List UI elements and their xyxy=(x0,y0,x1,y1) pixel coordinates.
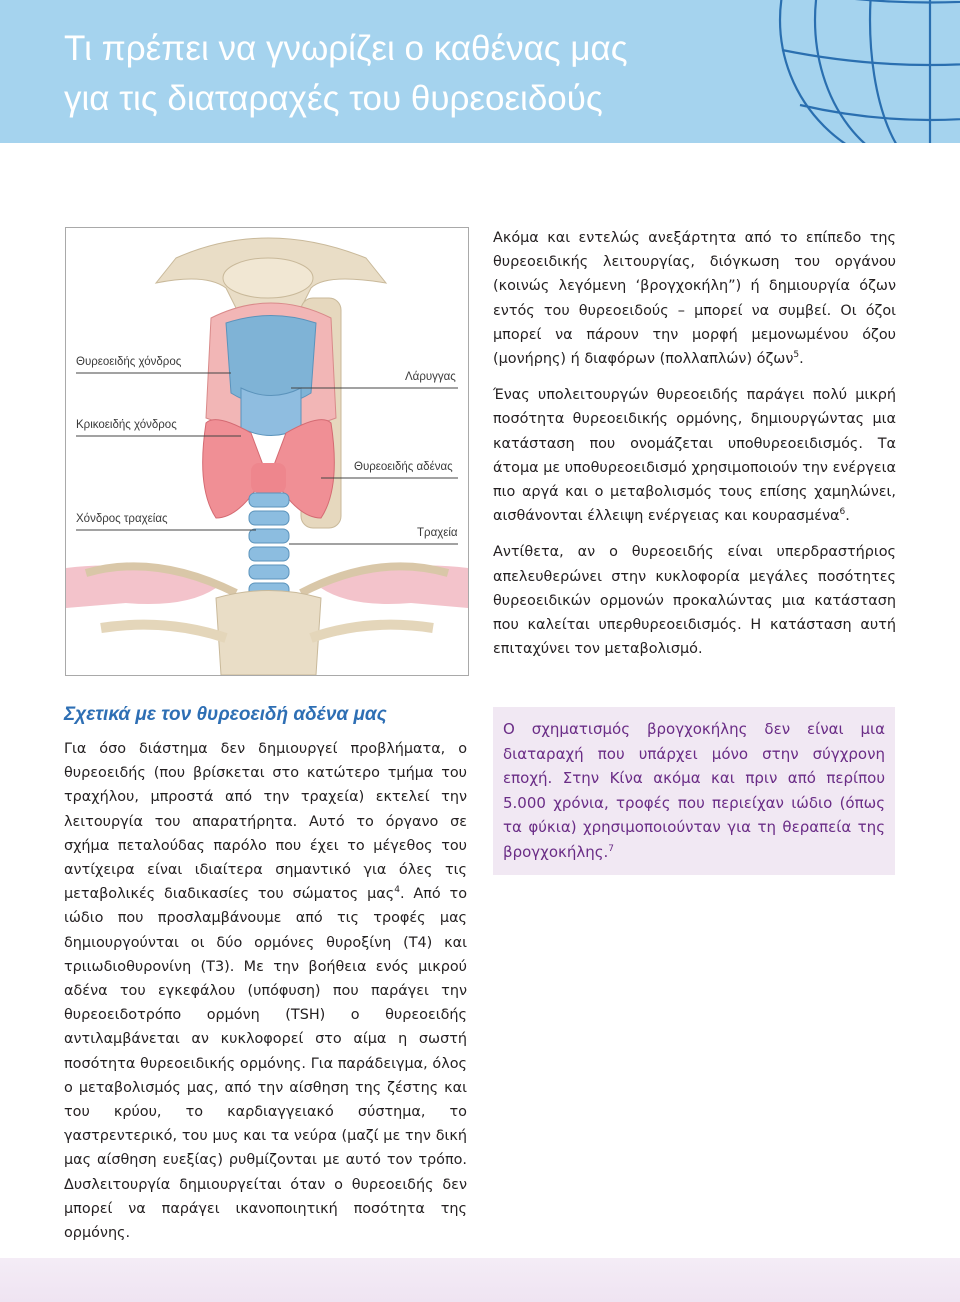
label-larynx: Λάρυγγας xyxy=(405,371,456,383)
page-title xyxy=(64,24,744,124)
page-header xyxy=(0,0,960,143)
reference-5: 5 xyxy=(793,350,800,361)
paragraph-goiter: Ακόμα και εντελώς ανεξάρτητα από το επίπεδο της θυρεοειδικής λειτουργίας, διόγκωση του οργάνου (κοινώς λεγόμενη ‘βρογχοκήλη”) ή δημιουργία όζων εντός του θυρεοειδούς – μπορεί να συμβεί. Οι όζοι μπορεί να πάρουν την μορφή μεμονωμένου όζου (μονήρης) ή διαφόρων (πολλαπλών) όζων$^5$. xyxy=(493,230,896,368)
paragraph-hyperthyroidism: Αντίθετα, αν ο θυρεοειδής είναι υπερδραστήριος απελευθερώνει στην κυκλοφορία μεγάλες ποσότητες θυρεοειδικών ορμονών προκαλώντας μια κατάσταση που καλείται υπερθυρεοειδισμός. Η κατάσταση αυτή επιταχύνει τον μεταβολισμό. xyxy=(493,544,896,658)
label-tracheal-cartilage: Χόνδρος τραχείας xyxy=(76,513,168,525)
anatomy-illustration xyxy=(66,228,468,675)
label-trachea: Τραχεία xyxy=(417,527,458,539)
section-body: Για όσο διάστημα δεν δημιουργεί προβλήματα, ο θυρεοειδής (που βρίσκεται στο κατώτερο τμήμα του τραχήλου, μπροστά από την τραχεία) εκτελεί την λειτουργία του απαρατήρητα. Αυτό το όργανο σε σχήμα πεταλούδας παρόλο που έχει το μέγεθος του αντίχειρα είναι ιδιαίτερα σημαντικό για όλες τις μεταβολικές διαδικασίες του σώματος μας$^4$. Από το ιώδιο που προσλαμβάνουμε από τις τροφές μας δημιουργούνται οι δύο ορμόνες θυροξίνη (Τ4) και τριιωδιοθυρονίνη (Τ3). Με την βοήθεια ενός μικρού αδένα του εγκεφάλου (υπόφυση) που παράγει την θυρεοειδοτρόπο ορμόνη (TSH) ο θυρεοειδής αντιλαμβάνεται αν κυκλοφορεί στο αίμα η σωστή ποσότητα θυρεοειδικής ορμόνης. Για παράδειγμα, όλος ο μεταβολισμός μας, από την αίσθηση της ζέστης και του κρύου, το καρδιαγγειακό σύστημα, το γαστρεντερικό, του μυς και τα νεύρα (μαζί με την δική μας αίσθηση ευεξίας) ρυθμίζονται με αυτό τον τρόπο. Δυσλειτουργία δημιουργείται όταν ο θυρεοειδής δεν μπορεί να παράγει ικανοποιητική ποσότητα της ορμόνης. xyxy=(64,741,467,1242)
paragraph-hypothyroidism: Ένας υπολειτουργών θυρεοειδής παράγει πολύ μικρή ποσότητα θυρεοειδικής ορμόνης, δημιουργώντας μια κατάσταση που ονομάζεται υποθυρεοειδισμός. Τα άτομα με υποθυρεοειδισμό χρησιμοποιούν την ενέργεια πιο αργά και ο μεταβολισμός τους επίσης χαμηλώνει, αισθάνονται έλλειψη ενέργειας και κουρασμένα$^6$. xyxy=(493,387,896,525)
title-line-1: Τι πρέπει να γνωρίζει ο καθένας μας xyxy=(64,29,628,68)
section-title: Σχετικά με τον θυρεοειδή αδένα μας xyxy=(64,704,387,725)
reference-6: 6 xyxy=(839,507,846,518)
footer-band xyxy=(0,1258,960,1302)
label-thyroid-cartilage: Θυρεοειδής χόνδρος xyxy=(76,356,182,368)
globe-icon xyxy=(760,0,960,143)
reference-7: 7 xyxy=(608,843,615,854)
reference-4: 4 xyxy=(394,885,400,896)
title-line-2: για τις διαταραχές του θυρεοειδούς xyxy=(64,79,603,118)
label-cricoid-cartilage: Κρικοειδής χόνδρος xyxy=(76,419,177,431)
label-thyroid-gland: Θυρεοειδής αδένας xyxy=(354,461,453,473)
right-column-text xyxy=(493,226,896,661)
goiter-history-callout: Ο σχηματισμός βρογχοκήλης δεν είναι μια διαταραχή που υπάρχει μόνο στην σύγχρονη εποχή. Στην Κίνα ακόμα και πριν από περίπου 5.000 χρόνια, τροφές που περιείχαν ιώδιο (όπως τα φύκια) χρησιμοποιούνταν για τη θεραπεία της βρογχοκήλης.$^7$ xyxy=(493,707,895,875)
thyroid-anatomy-figure xyxy=(65,227,469,676)
